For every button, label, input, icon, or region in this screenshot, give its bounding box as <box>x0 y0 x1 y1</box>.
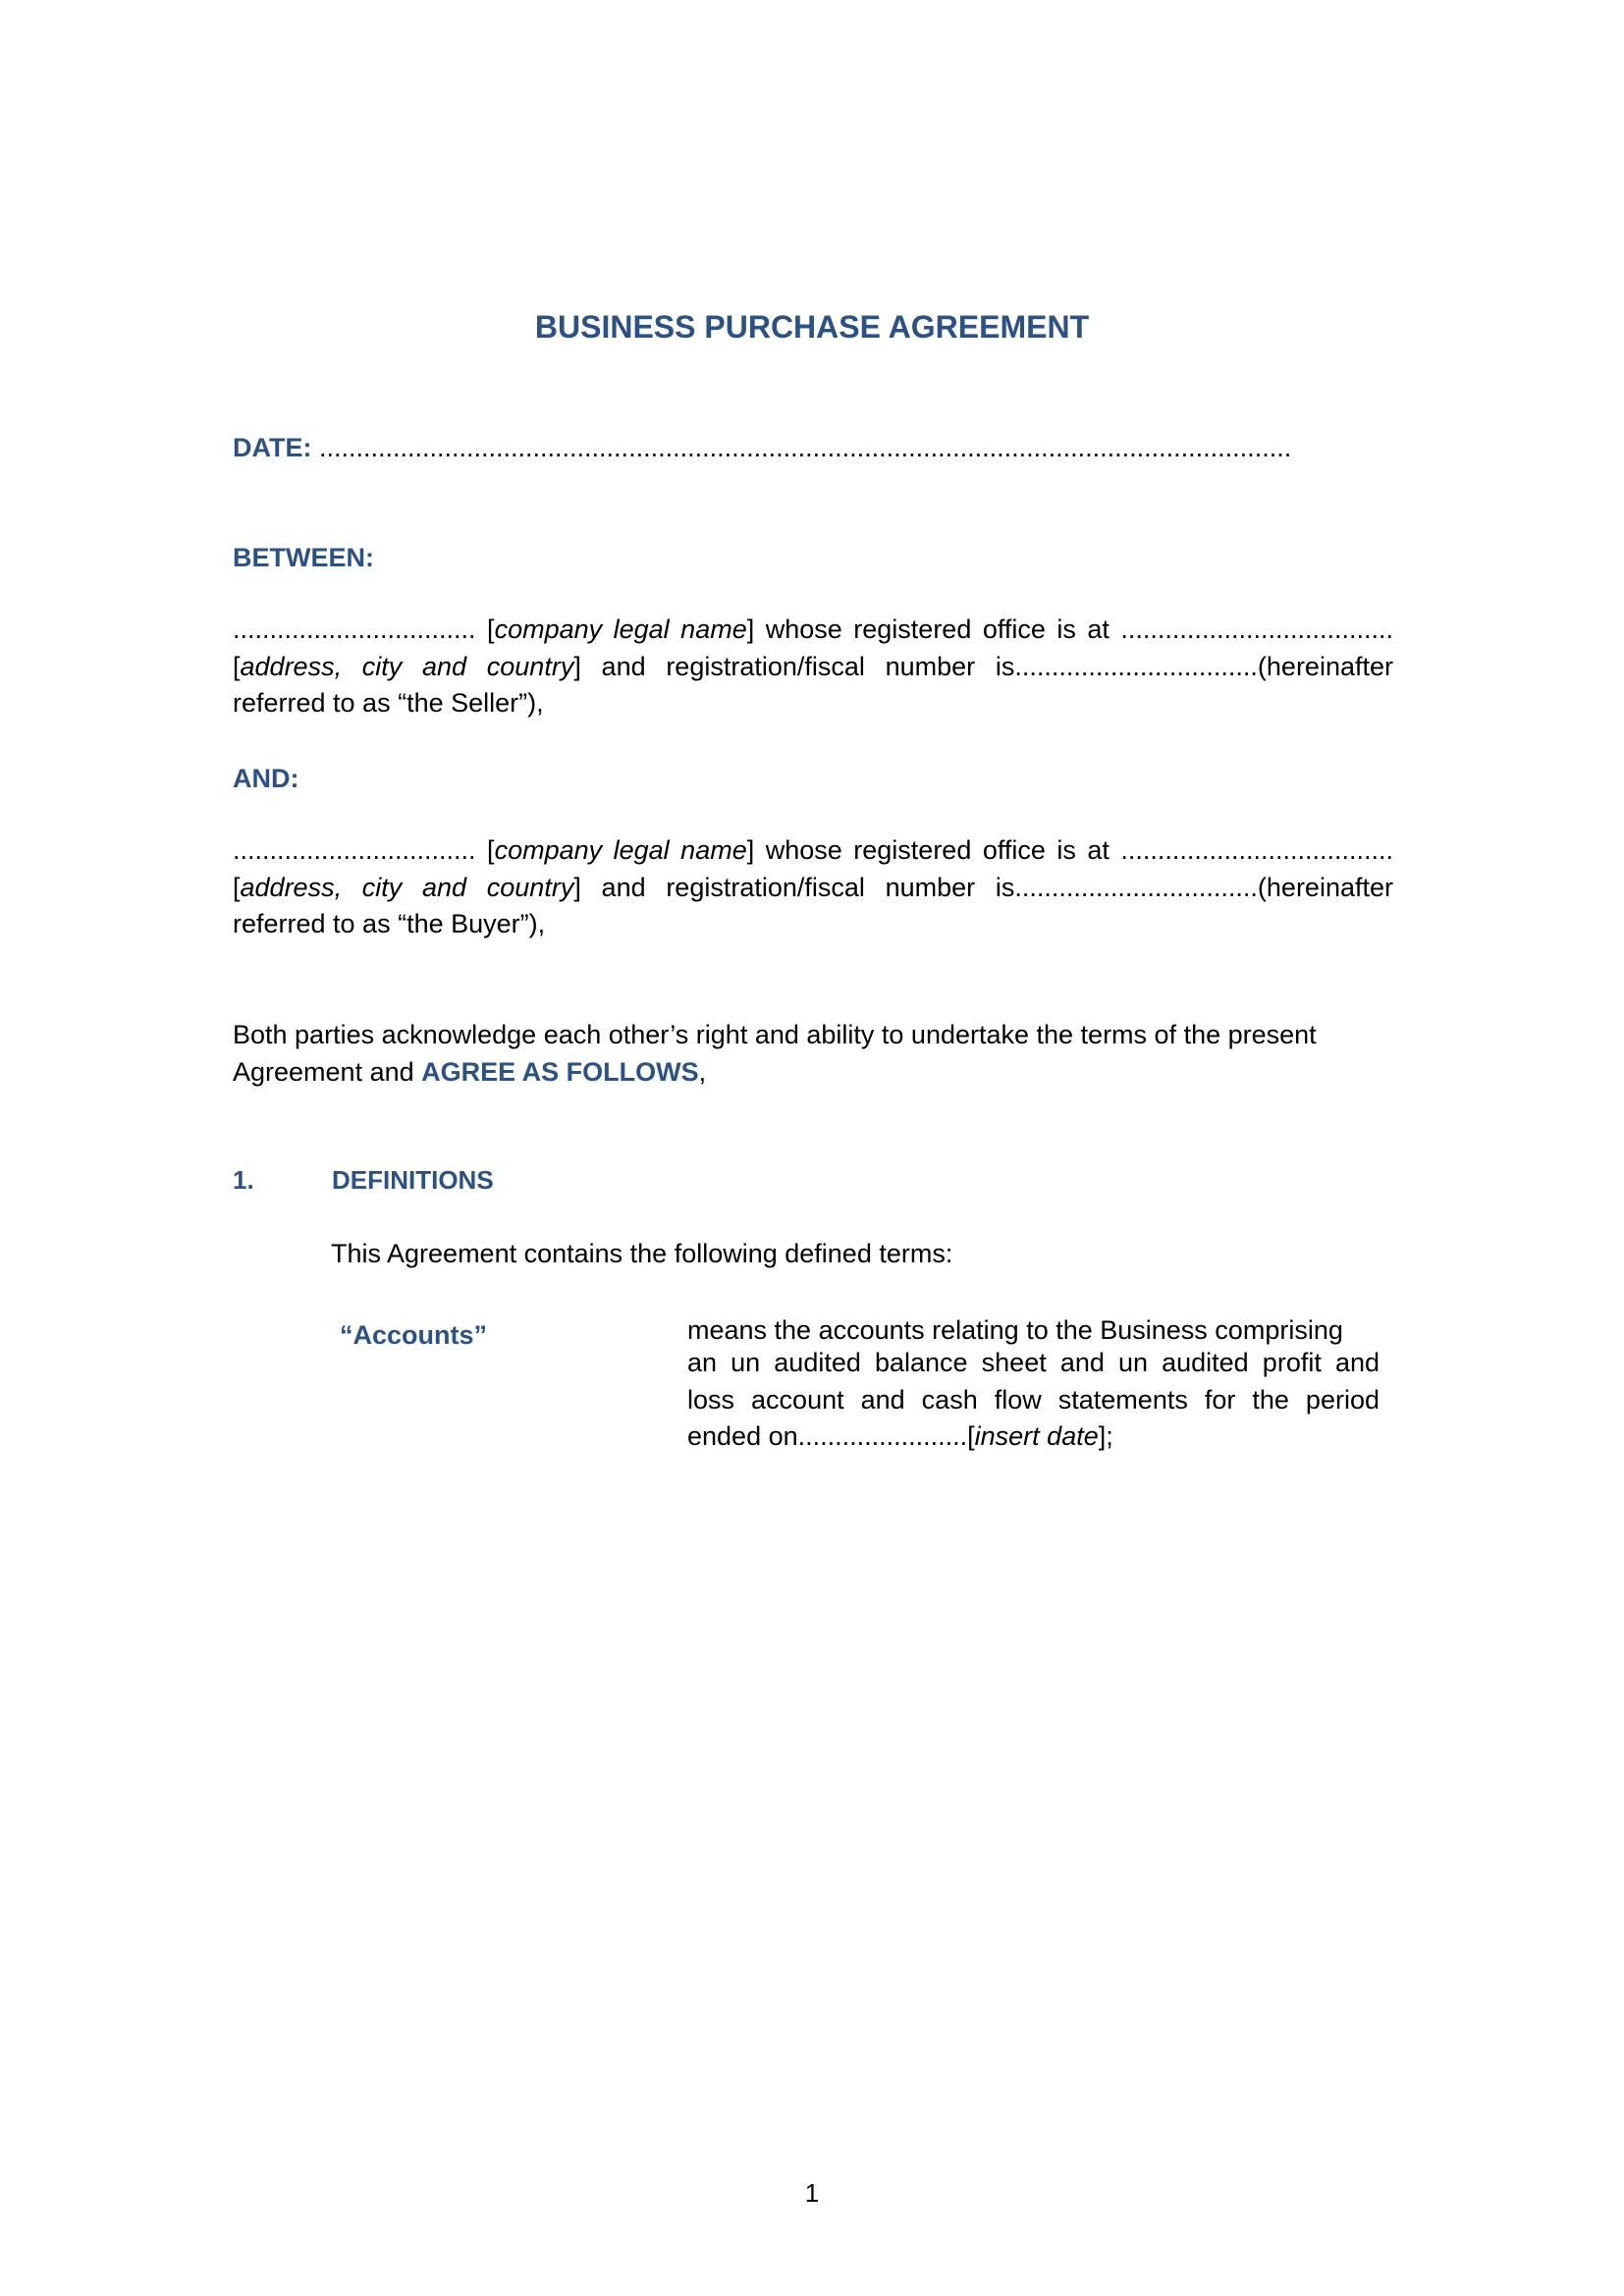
buyer-line-2 <box>233 870 1393 907</box>
seller-paragraph <box>233 612 1393 722</box>
between-label <box>233 539 374 576</box>
buyer-line-3: referred to as “the Buyer”), <box>233 909 546 938</box>
buyer-line-2-a: [ <box>233 872 241 902</box>
date-label: DATE: <box>233 433 312 462</box>
document-title: BUSINESS PURCHASE AGREEMENT <box>534 309 1090 345</box>
date-line <box>233 429 1291 466</box>
buyer-line-1 <box>233 832 1393 870</box>
seller-line-2 <box>233 649 1393 686</box>
page-number: 1 <box>804 2178 820 2208</box>
seller-line-1 <box>233 612 1393 649</box>
buyer-line-1-b: ] whose registered office is at ..................................... <box>746 835 1393 865</box>
section-heading: DEFINITIONS <box>332 1165 494 1195</box>
definition-line-1: means the accounts relating to the Business comprising <box>687 1315 1343 1345</box>
and-label-text: AND: <box>233 764 299 793</box>
between-label-text: BETWEEN: <box>233 543 374 572</box>
section-number: 1. <box>233 1165 254 1195</box>
ack-line-2 <box>233 1054 1393 1092</box>
buyer-line-2-b: ] and registration/fiscal number is.................................(hereinafter <box>573 872 1393 902</box>
seller-line-3: referred to as “the Seller”), <box>233 688 544 718</box>
definition-line-2: an un audited balance sheet and un audited profit and <box>687 1348 1380 1377</box>
ack-line-2-b: , <box>698 1056 707 1087</box>
seller-line-1-a: ................................. [ <box>233 614 495 644</box>
definition-line-4-b: ]; <box>1098 1421 1113 1451</box>
seller-line-2-a: [ <box>233 651 241 681</box>
agree-as-follows: AGREE AS FOLLOWS <box>421 1056 699 1087</box>
definition-line-4-a: ended on.......................[ <box>687 1421 975 1451</box>
buyer-line-2-italic: address, city and country <box>240 872 574 902</box>
buyer-paragraph <box>233 832 1393 943</box>
ack-line-1: Both parties acknowledge each other’s right and ability to undertake the terms of the present <box>233 1020 1317 1049</box>
definition-line-3: loss account and cash flow statements for the period <box>687 1384 1380 1415</box>
acknowledgement-paragraph <box>233 1017 1393 1091</box>
definitions-intro: This Agreement contains the following defined terms: <box>331 1239 953 1268</box>
term-definition <box>687 1316 1380 1456</box>
buyer-line-1-a: ................................. [ <box>233 835 495 865</box>
defined-term: “Accounts” <box>340 1320 488 1350</box>
seller-line-1-b: ] whose registered office is at ..................................... <box>746 614 1393 644</box>
definition-line-4-italic: insert date <box>974 1421 1099 1451</box>
seller-line-1-italic: company legal name <box>494 614 747 644</box>
seller-line-2-b: ] and registration/fiscal number is.................................(hereinafter <box>573 651 1393 681</box>
seller-line-2-italic: address, city and country <box>240 651 574 681</box>
ack-line-2-a: Agreement and <box>233 1056 422 1087</box>
definition-line-4 <box>687 1418 1380 1456</box>
date-blank: .................................................................................................................................... <box>311 433 1292 462</box>
and-label <box>233 760 299 797</box>
buyer-line-1-italic: company legal name <box>494 835 747 865</box>
